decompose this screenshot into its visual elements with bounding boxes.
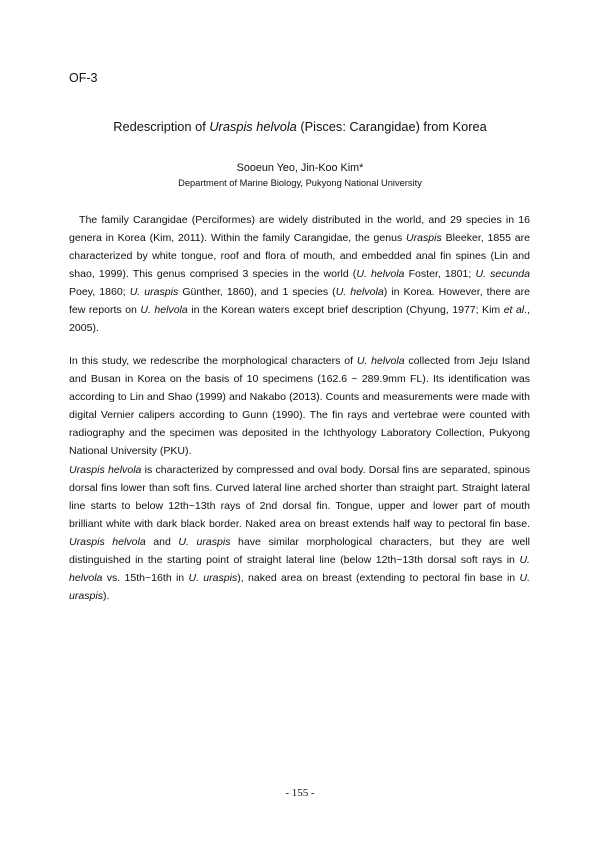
text-run: vs. 15th~16th in [102,572,189,584]
text-run: ). [103,590,110,602]
text-run: ) in Korea. However, there are few reports on [69,286,531,316]
italic-term: U. helvola [356,355,405,367]
title-species: Uraspis helvola [209,119,297,134]
text-run: Bleeker, 1855 are characterized by white tongue, roof and flora of mouth, and embedded anal fin spines (Lin and shao, 1999). This genus comprised 3 species in the world ( [69,232,530,280]
italic-term: Uraspis helvola [69,464,142,476]
affiliation: Department of Marine Biology, Pukyong National University [178,178,422,188]
italic-term: U. secunda [475,268,531,280]
text-run: ., 2005). [69,304,531,334]
session-code: OF-3 [69,71,98,85]
text-run: Günther, 1860), and 1 species ( [178,286,336,298]
italic-term: U. helvola [140,304,188,316]
italic-term: U. uraspis [188,572,238,584]
text-run: Foster, 1801; [404,268,476,280]
italic-term: U. uraspis [69,572,531,602]
abstract-paragraph-3 [69,461,530,605]
page-number: - 155 - [285,787,315,799]
text-run: in the Korean waters except brief description (Chyung, 1977; Kim [187,304,504,316]
abstract-paragraph-2 [69,352,530,460]
text-run: is characterized by compressed and oval body. Dorsal fins are separated, spinous dorsal fins lower than soft fins. Curved lateral line arched shorter than straight part. Straight lateral line starts to below 12th~13th rays of 2nd dorsal fin. Tongue, upper and lower part of mouth brilliant white with dark black border. Naked area on breast extends half way to pectoral fin base. [69,464,530,530]
text-run: The family Carangidae (Perciformes) are widely distributed in the world, and 29 species in 16 genera in Korea (Kim, 2011). Within the family Carangidae, the genus [69,214,530,244]
authors: Sooeun Yeo, Jin-Koo Kim* [236,162,364,174]
italic-term: U. helvola [356,268,405,280]
italic-term: U. helvola [69,554,530,584]
title-suffix: (Pisces: Carangidae) from Korea [296,119,487,134]
italic-term: et al [503,304,525,316]
title-prefix: Redescription of [113,119,210,134]
italic-term: U. uraspis [129,286,179,298]
text-run: and [145,536,179,548]
text-run: Poey, 1860; [69,286,130,298]
text-run: In this study, we redescribe the morphological characters of [69,355,357,367]
italic-term: U. uraspis [178,536,231,548]
text-run: ), naked area on breast (extending to pectoral fin base in [237,572,520,584]
italic-term: Uraspis [406,232,442,244]
italic-term: U. helvola [335,286,384,298]
abstract-paragraph-1 [69,211,530,337]
text-run: have similar morphological characters, but they are well distinguished in the starting point of straight lateral line (below 12th~13th dorsal soft rays in [69,536,530,566]
text-run: collected from Jeju Island and Busan in Korea on the basis of 10 specimens (162.6 ~ 289.9mm FL). Its identification was according to Lin and Shao (1999) and Nakabo (2013). Counts and measurements were made with digital Vernier calipers according to Gunn (1990). The fin rays and vertebrae were counted with radiography and the specimen was deposited in the Ichthyology Laboratory Collection, Pukyong National University (PKU). [69,355,530,457]
italic-term: Uraspis helvola [69,536,146,548]
paper-title [0,119,600,134]
